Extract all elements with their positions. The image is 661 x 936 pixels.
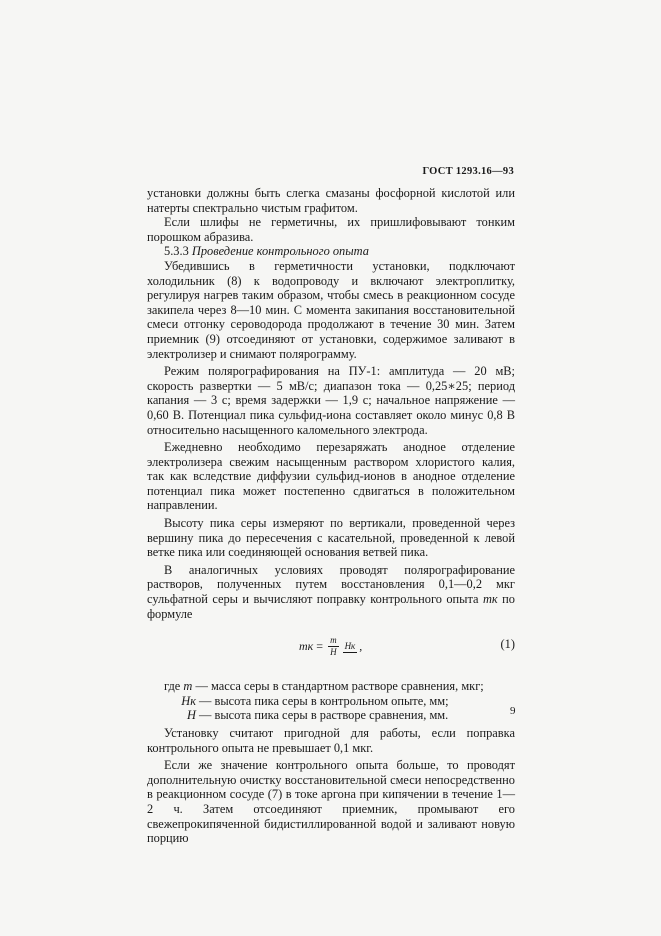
paragraph-8: Установку считают пригодной для работы, если поправка контрольного опыта не превышает 0,1 мкг. xyxy=(147,726,515,755)
paragraph-4: Режим полярографирования на ПУ-1: амплитуда — 20 мВ; скорость развертки — 5 мВ/с; диапазон тока — 0,25∗25; период капания — 3 с; время задержки — 1,9 с; начальное напряжение — 0,60 В. Потенциал пика сульфид-иона составляет около минус 0,8 В относительно насыщенного каломельного электрода. xyxy=(147,364,515,437)
paragraph-3: Убедившись в герметичности установки, подключают холодильник (8) к водопроводу и включают электроплитку, регулируя нагрев таким образом, чтобы смесь в реакционном сосуде закипела через 8—10 мин. С момента закипания восстановительной смеси отгонку сероводорода продолжают в течение 30 мин. Затем приемник (9) отсоединяют от установки, содержимое заливают в электролизер и снимают полярограмму. xyxy=(147,258,515,361)
paragraph-1: установки должны быть слегка смазаны фосфорной кислотой или натерты спектрально чистым графитом. xyxy=(147,186,515,215)
page-number: 9 xyxy=(510,705,516,717)
formula-equals: = xyxy=(316,639,324,654)
section-heading xyxy=(147,244,515,259)
definition-row xyxy=(164,679,515,694)
paragraph-7-text: В аналогичных условиях проводят полярографирование растворов, полученных путем восстановления 0,1—0,2 мкг сульфатной серы и вычисляют поправку контрольного опыта xyxy=(147,562,515,607)
definition-lead: где xyxy=(164,679,181,694)
definitions-list xyxy=(147,679,515,723)
definition-symbol: m xyxy=(183,679,193,694)
section-title: Проведение контрольного опыта xyxy=(191,244,369,259)
definition-row xyxy=(164,708,515,723)
formula-block xyxy=(147,631,515,671)
paragraph-7-variable: mк xyxy=(482,592,498,607)
formula-number: (1) xyxy=(500,637,515,652)
definition-text: — высота пика серы в контрольном опыте, мм; xyxy=(199,693,449,708)
formula-fraction-1 xyxy=(328,635,339,658)
definition-symbol: H xyxy=(187,708,196,723)
formula-fraction-2 xyxy=(343,641,358,653)
definition-text: — масса серы в стандартном растворе сравнения, мкг; xyxy=(195,679,484,694)
fraction-1-denominator: H xyxy=(330,647,337,658)
definition-text: — высота пика серы в растворе сравнения, мм. xyxy=(199,708,449,723)
paragraph-7 xyxy=(147,563,515,621)
fraction-1-numerator: m xyxy=(330,635,337,646)
definition-symbol: Hк xyxy=(181,693,196,708)
section-number: 5.3.3 xyxy=(164,244,189,259)
standard-code-header: ГОСТ 1293.16—93 xyxy=(422,166,514,177)
formula-expression xyxy=(299,635,362,658)
paragraph-2: Если шлифы не герметичны, их пришлифовывают тонким порошком абразива. xyxy=(147,215,515,244)
paragraph-6: Высоту пика серы измеряют по вертикали, проведенной через вершину пика до пересечения с касательной, проведенной к левой ветке пика или соединяющей основания ветвей пика. xyxy=(147,516,515,560)
definition-row xyxy=(164,694,515,709)
document-body xyxy=(147,186,515,846)
paragraph-9: Если же значение контрольного опыта больше, то проводят дополнительную очистку восстановительной смеси непосредственно в реакционном сосуде (7) в токе аргона при кипячении в течение 1—2 ч. Затем отсоединяют приемник, промывают его свежепрокипяченной бидистиллированной водой и заливают новую порцию xyxy=(147,758,515,846)
paragraph-7-tail: по формуле xyxy=(147,592,515,621)
formula-tail: , xyxy=(359,639,363,654)
formula-lhs: mк xyxy=(299,639,314,654)
fraction-2-numerator: Hк xyxy=(344,640,356,651)
paragraph-5: Ежедневно необходимо перезаряжать анодное отделение электролизера свежим насыщенным раствором хлористого калия, так как вследствие диффузии сульфид-ионов в анодное отделение потенциал пика может постепенно сдвигаться в положительном направлении. xyxy=(147,440,515,513)
